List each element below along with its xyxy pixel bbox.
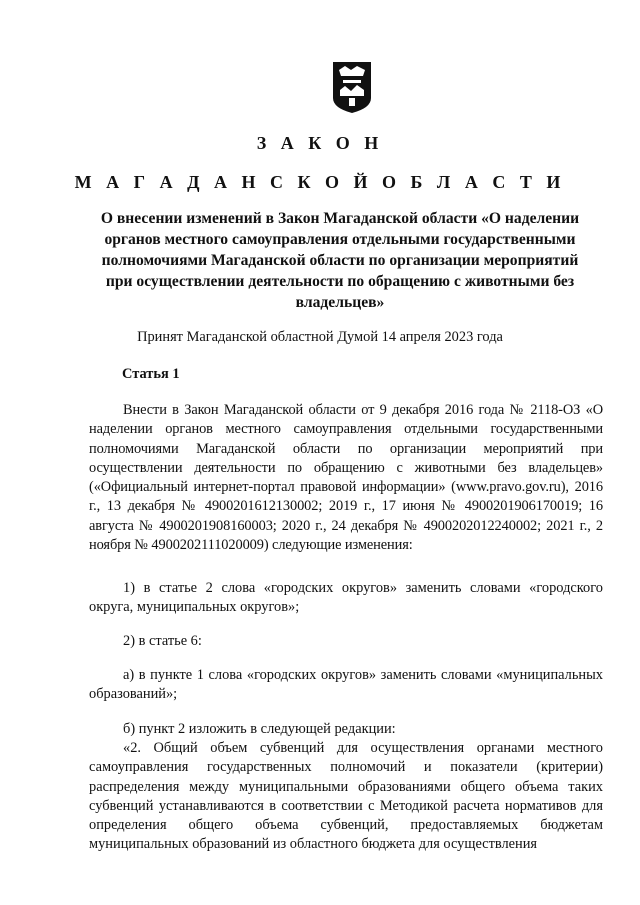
new-wording-quote: «2. Общий объем субвенций для осуществления органами местного самоуправления государственных полномочий и показатели (критерии) распределения между муниципальными образованиями общего объема таких субвенций устанавливаются в соответствии с Методикой расчета нормативов для определения общего объема субвенций, предоставляемых бюджетам муниципальных образований из областного бюджета для осуществления [89, 740, 603, 853]
article-intro-paragraph: Внести в Закон Магаданской области от 9 декабря 2016 года № 2118-ОЗ «О наделении органов местного самоуправления отдельными государственными полномочиями Магаданской области по организации мероприятий при осуществлении деятельности по обращению с животными без владельцев» («Официальный интернет-портал правовой информации» (www.pravo.gov.ru), 2016 г., 13 декабря № 4900201612130002; 2019 г., 17 июня № 4900201906170019; 16 августа № 4900201908160003; 2020 г., 24 декабря № 4900202012240002; 2021 г., 2 ноября № 4900202111020009) следующие изменения: [89, 402, 603, 554]
amendment-item-1: 1) в статье 2 слова «городских округов» заменить словами «городского округа, муниципальных округов»; [89, 580, 603, 616]
amendment-item-2a: а) в пункте 1 слова «городских округов» заменить словами «муниципальных образований»; [89, 667, 603, 703]
adoption-line: Принят Магаданской областной Думой 14 апреля 2023 года [137, 329, 503, 345]
article-heading: Статья 1 [122, 366, 180, 382]
amendment-item-2b: б) пункт 2 изложить в следующей редакции: [123, 721, 396, 737]
region-heading: М А Г А Д А Н С К О Й О Б Л А С Т И [74, 172, 566, 192]
law-title: О внесении изменений в Закон Магаданской области «О наделении органов местного самоуправления отдельными государственными полномочиями Магаданской области по организации мероприятий при осуществлении деятельности по обращению с животными без владельцев» [100, 210, 580, 311]
amendment-item-2: 2) в статье 6: [123, 633, 202, 649]
coat-of-arms-emblem [331, 60, 373, 114]
document-kind-heading: З А К О Н [256, 133, 384, 153]
